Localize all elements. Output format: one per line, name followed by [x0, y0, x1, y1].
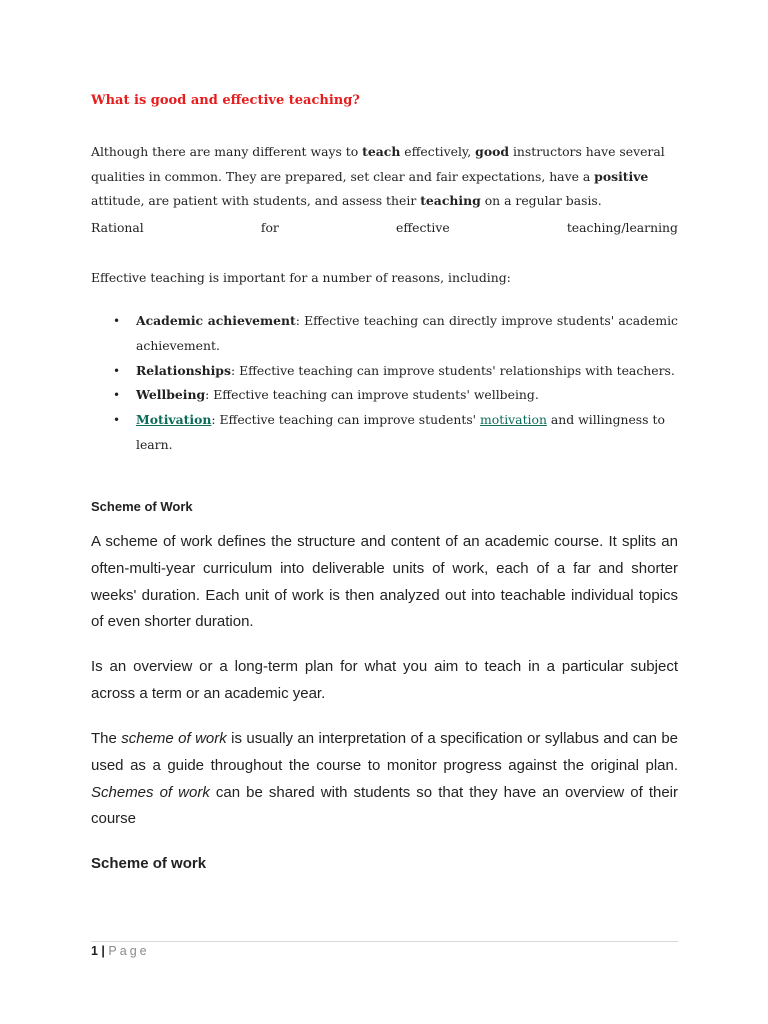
list-item-label: Wellbeing: [136, 387, 206, 403]
text-run: The: [91, 730, 122, 747]
rational-word: Rational: [91, 220, 144, 235]
list-item-text: Effective teaching can improve students' relationships with teachers.: [239, 362, 675, 378]
rational-word: teaching/learning: [566, 220, 678, 235]
reasons-list: [91, 309, 678, 458]
rational-line: [91, 216, 678, 240]
text-run: effectively,: [400, 144, 476, 159]
text-run: instructors have several qualities in common. They are prepared, set clear and fair expectations, have a: [91, 144, 665, 184]
scheme-paragraph-3: [91, 726, 678, 833]
reasons-intro: Effective teaching is important for a number of reasons, including:: [91, 270, 511, 285]
rational-word: effective: [396, 220, 450, 235]
bullet-dot: •: [113, 413, 121, 428]
list-item-label[interactable]: Motivation: [136, 412, 212, 428]
bullet-dot: •: [113, 388, 121, 403]
list-item-label: Academic achievement: [136, 313, 296, 328]
section-heading-effective-teaching: What is good and effective teaching?: [91, 93, 360, 108]
list-item-text: Effective teaching can directly improve students' academic achievement.: [136, 313, 678, 353]
text-run: attitude, are patient with students, and assess their: [91, 193, 421, 208]
list-item-tail: and willingness to learn.: [136, 412, 665, 452]
bold-keyword: teaching: [420, 193, 481, 208]
list-item-separator: :: [295, 313, 305, 328]
subheading-scheme-of-work: Scheme of work: [91, 855, 207, 872]
italic-term: scheme of work: [121, 730, 227, 747]
list-item-separator: :: [230, 362, 240, 378]
footer-separator: |: [97, 944, 109, 958]
text-run: is usually an interpretation of a specification or syllabus and can be used as a guide throughout the course to monitor progress against the original plan.: [91, 730, 679, 774]
list-item: [91, 309, 678, 359]
rational-word: for: [260, 220, 279, 235]
list-item: [91, 359, 678, 384]
bold-keyword: teach: [362, 144, 401, 159]
scheme-paragraph-1: A scheme of work defines the structure and content of an academic course. It splits an often-multi-year curriculum into deliverable units of work, each of a far and shorter weeks' duration. Each unit of work is then analyzed out into teachable individual topics of even shorter duration.: [91, 533, 678, 631]
bullet-dot: •: [113, 363, 121, 378]
list-item-separator: :: [211, 412, 220, 428]
scheme-paragraph-2: Is an overview or a long-term plan for what you aim to teach in a particular subject across a term or an academic year.: [91, 658, 678, 702]
page-label: Page: [108, 944, 150, 958]
italic-term: Schemes of work: [91, 783, 210, 801]
motivation-link[interactable]: motivation: [480, 412, 547, 428]
list-item: [91, 408, 678, 458]
bold-keyword: good: [475, 144, 510, 159]
list-item-text: Effective teaching can improve students': [219, 412, 481, 428]
list-item-text: Effective teaching can improve students' wellbeing.: [213, 387, 539, 403]
page-number: 1: [91, 944, 98, 958]
bullet-dot: •: [113, 314, 121, 328]
text-run: can be shared with students so that they have an overview of their course: [91, 783, 678, 828]
text-run: on a regular basis.: [480, 193, 602, 208]
list-item-label: Relationships: [136, 362, 231, 378]
intro-paragraph: [91, 140, 681, 214]
bold-keyword: positive: [594, 168, 649, 184]
page-footer: [91, 944, 150, 958]
list-item: [91, 383, 678, 408]
list-item-separator: :: [205, 387, 214, 403]
section-heading-scheme-of-work: Scheme of Work: [91, 499, 193, 514]
text-run: Although there are many different ways to: [91, 144, 363, 159]
footer-divider: [91, 941, 678, 942]
